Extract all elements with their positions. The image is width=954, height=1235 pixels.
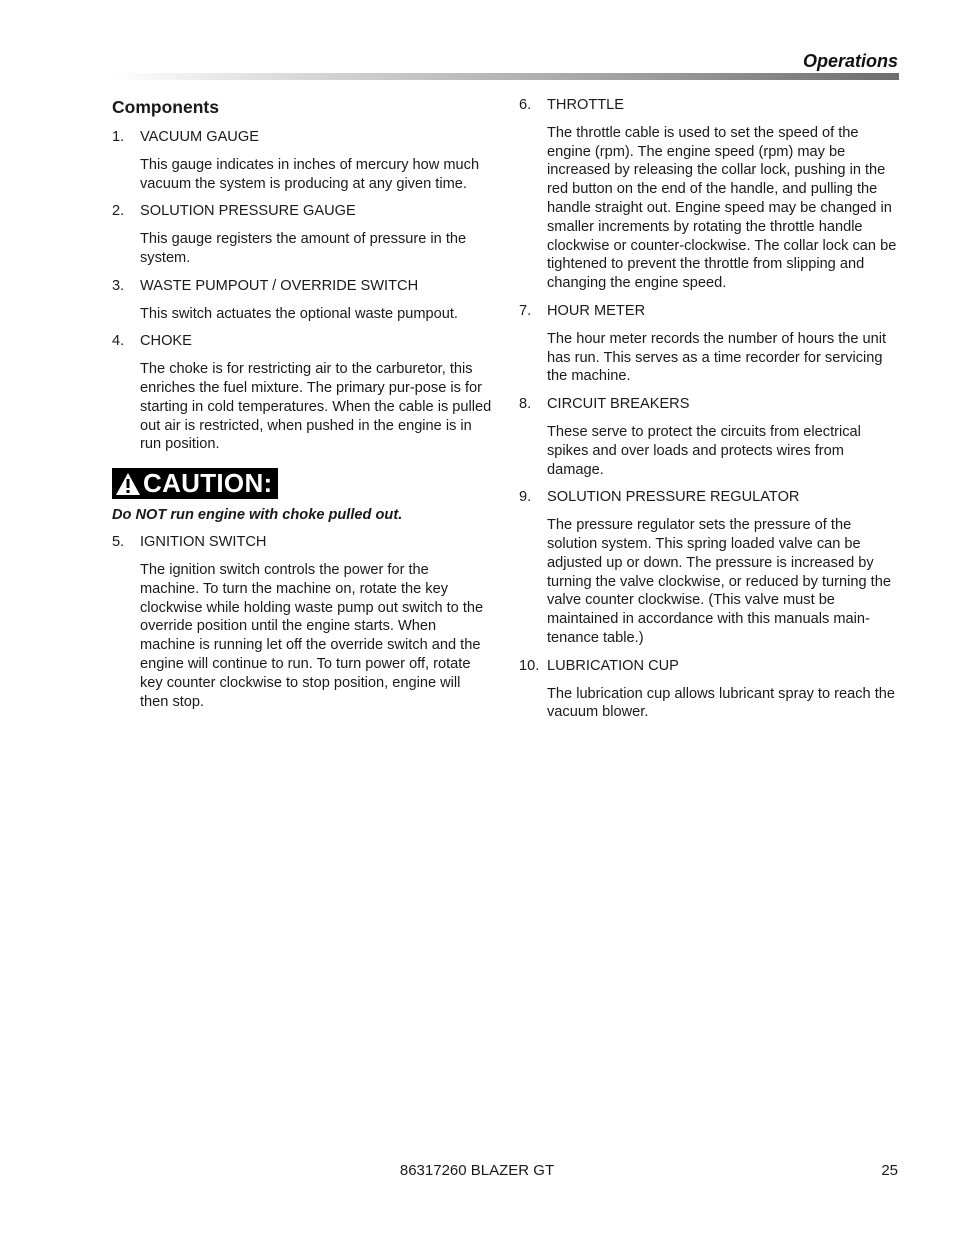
item-body: These serve to protect the circuits from electrical spikes and over loads and protects wires from damage. [547,423,861,478]
item-body: The lubrication cup allows lubricant spray to reach the vacuum blower. [547,685,895,721]
list-item [112,128,492,193]
item-number: 4. [112,333,125,350]
item-body: The throttle cable is used to set the speed of the engine (rpm). The engine speed (rpm) may be increased by releasing the collar lock, pushing in the red button on the end of the handle, and pulling the handle straight out. Engine speed may be changed in smaller increments by rotating the throttle handle clockwise or counter-clockwise. The collar lock can be tightened to prevent the throttle from slipping and changing the engine speed. [547,124,897,292]
warning-triangle-icon [115,472,141,496]
item-body: This gauge registers the amount of pressure in the system. [140,231,467,266]
item-body: The choke is for restricting air to the carburetor, this enriches the fuel mixture. The primary pur-pose is for starting in cold temperatures. When the cable is pulled out air is restricted, when pushed in the engine is in run position. [140,361,492,453]
item-number: 1. [112,129,125,145]
page-header-title: Operations [802,51,898,71]
item-number: 9. [519,489,532,506]
item-title: SOLUTION PRESSURE REGULATOR [547,489,800,506]
list-item [519,657,899,722]
list-item [112,533,492,711]
item-number: 7. [519,302,532,319]
list-item [112,202,492,267]
item-number: 6. [519,97,532,113]
item-body: The hour meter records the number of hours the unit has run. This serves as a time recorder for servicing the machine. [547,330,887,385]
item-title: VACUUM GAUGE [140,129,259,145]
item-title: HOUR METER [547,302,646,319]
item-body: This gauge indicates in inches of mercury how much vacuum the system is producing at any given time. [140,156,480,192]
item-title: CHOKE [140,333,192,350]
list-item [112,332,492,454]
item-body: This switch actuates the optional waste pumpout. [140,305,458,322]
item-title: LUBRICATION CUP [547,657,679,674]
item-title: THROTTLE [547,97,625,113]
caution-note: Do NOT run engine with choke pulled out. [112,507,403,524]
list-item [112,277,492,324]
item-title: SOLUTION PRESSURE GAUGE [140,203,356,220]
item-number: 10. [519,657,540,674]
section-heading: Components [112,97,219,117]
list-item [519,302,899,386]
item-title: WASTE PUMPOUT / OVERRIDE SWITCH [140,277,419,294]
left-column [112,96,492,720]
caution-label: CAUTION: [143,468,273,499]
item-body: The ignition switch controls the power for the machine. To turn the machine on, rotate the key clockwise while holding waste pump out switch to the override position until the engine starts. When machine is running let off the override switch and the engine will continue to run. To turn power off, rotate key counter clockwise to stop position, engine will then stop. [140,562,484,710]
list-item [519,96,899,293]
item-title: IGNITION SWITCH [140,534,267,551]
item-number: 8. [519,396,532,413]
item-title: CIRCUIT BREAKERS [547,396,690,413]
item-number: 5. [112,534,125,551]
footer-document-id: 86317260 BLAZER GT [399,1162,555,1179]
item-number: 3. [112,277,125,294]
footer-page-number: 25 [881,1162,898,1179]
list-item [519,395,899,479]
item-number: 2. [112,203,125,220]
header-gradient-bar [112,73,899,80]
caution-badge [112,468,278,499]
right-column [519,96,899,731]
list-item [519,488,899,647]
item-body: The pressure regulator sets the pressure of the solution system. This spring loaded valve can be adjusted up or down. The pressure is increased by turning the valve clockwise, or reduced by turning the valve counter clockwise. (This valve must be maintained in accordance with this manuals main-tenance table.) [547,517,891,646]
